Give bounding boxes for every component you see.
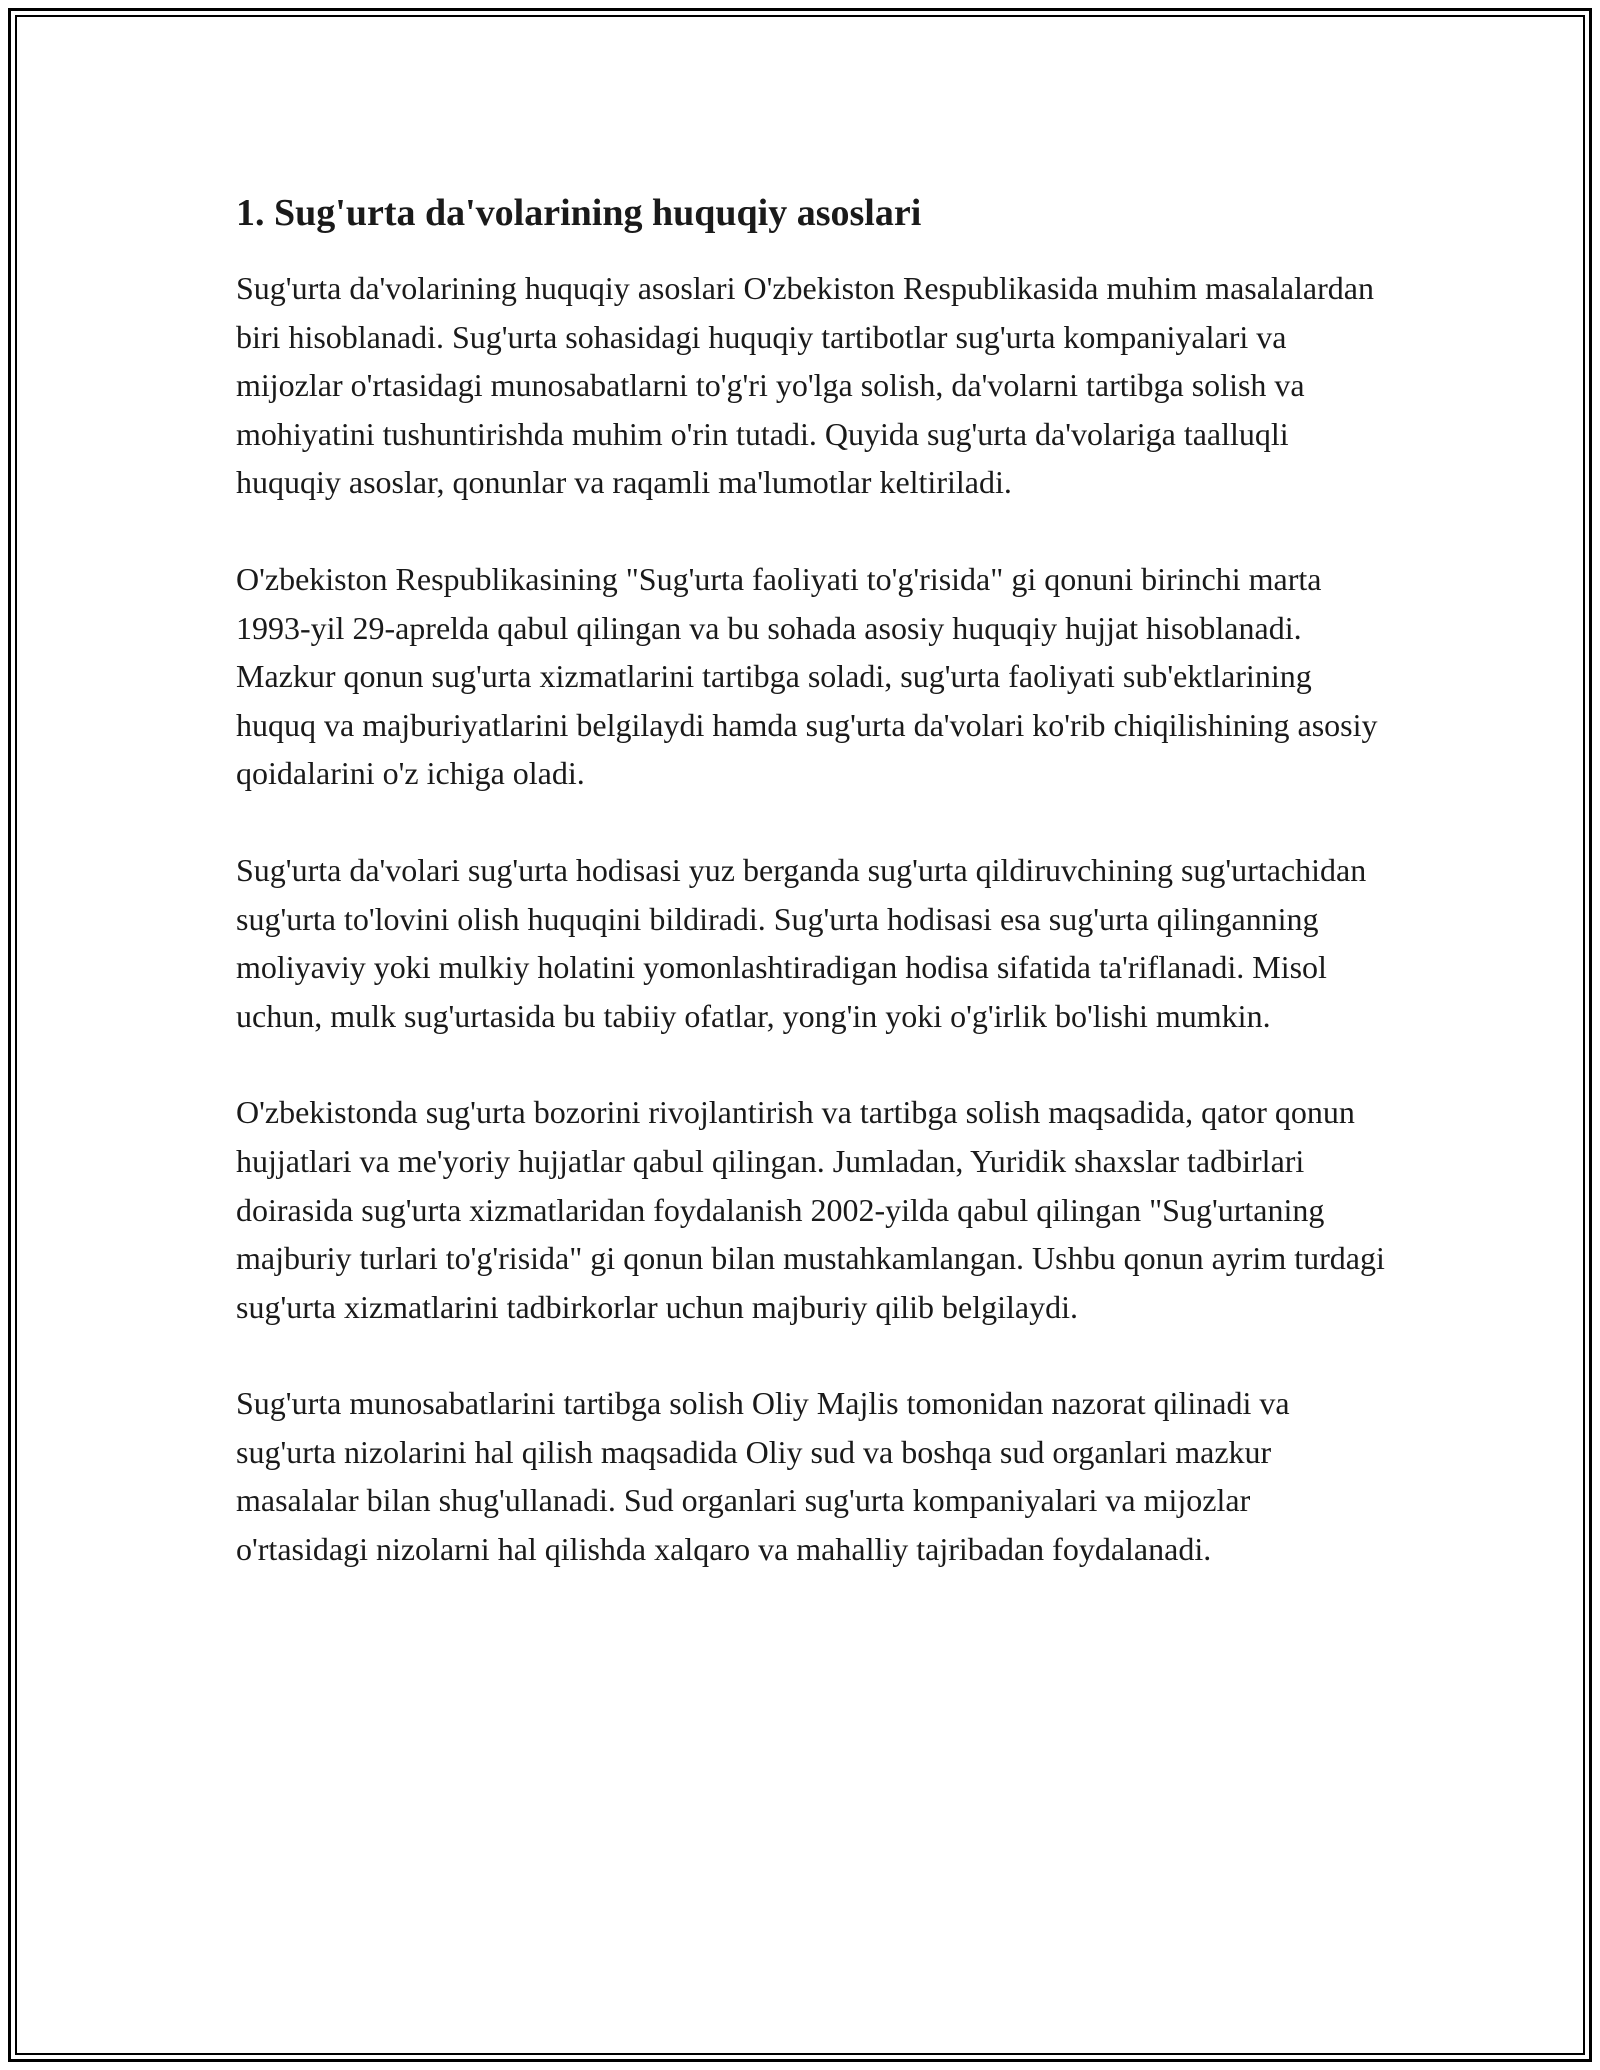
section-heading: 1. Sug'urta da'volarining huquqiy asoslari	[236, 192, 922, 234]
paragraph-1: Sug'urta da'volarining huquqiy asoslari O'zbekiston Respublikasida muhim masalalardan biri hisoblanadi. Sug'urta sohasidagi huquqiy tartibotlar sug'urta kompaniyalari va mijozlar o'rtasidagi munosabatlarni to'g'ri yo'lga solish, da'volarni tartibga solish va mohiyatini tushuntirishda muhim o'rin tutadi. Quyida sug'urta da'volariga taalluqli huquqiy asoslar, qonunlar va raqamli ma'lumotlar keltiriladi.	[236, 270, 1374, 501]
paragraph-5: Sug'urta munosabatlarini tartibga solish Oliy Majlis tomonidan nazorat qilinadi va sug'urta nizolarini hal qilish maqsadida Oliy sud va boshqa sud organlari mazkur masalalar bilan shug'ullanadi. Sud organlari sug'urta kompaniyalari va mijozlar o'rtasidagi nizolarni hal qilishda xalqaro va mahalliy tajribadan foydalanadi.	[236, 1385, 1290, 1568]
paragraph-3: Sug'urta da'volari sug'urta hodisasi yuz berganda sug'urta qildiruvchining sug'urtachidan sug'urta to'lovini olish huquqini bildiradi. Sug'urta hodisasi esa sug'urta qilinganning moliyaviy yoki mulkiy holatini yomonlashtiradigan hodisa sifatida ta'riflanadi. Misol uchun, mulk sug'urtasida bu tabiiy ofatlar, yong'in yoki o'g'irlik bo'lishi mumkin.	[236, 851, 1367, 1034]
paragraph-4: O'zbekistonda sug'urta bozorini rivojlantirish va tartibga solish maqsadida, qator qonun hujjatlari va me'yoriy hujjatlar qabul qilingan. Jumladan, Yuridik shaxslar tadbirlari doirasida sug'urta xizmatlaridan foydalanish 2002-yilda qabul qilingan "Sug'urtaning majburiy turlari to'g'risida" gi qonun bilan mustahkamlangan. Ushbu qonun ayrim turdagi sug'urta xizmatlarini tadbirkorlar uchun majburiy qilib belgilaydi.	[236, 1094, 1385, 1325]
document-body	[236, 184, 1386, 1622]
paragraph-2: O'zbekiston Respublikasining "Sug'urta faoliyati to'g'risida" gi qonuni birinchi marta 1993-yil 29-aprelda qabul qilingan va bu sohada asosiy huquqiy hujjat hisoblanadi. Mazkur qonun sug'urta xizmatlarini tartibga soladi, sug'urta faoliyati sub'ektlarining huquq va majburiyatlarini belgilaydi hamda sug'urta da'volari ko'rib chiqilishining asosiy qoidalarini o'z ichiga oladi.	[236, 560, 1378, 792]
